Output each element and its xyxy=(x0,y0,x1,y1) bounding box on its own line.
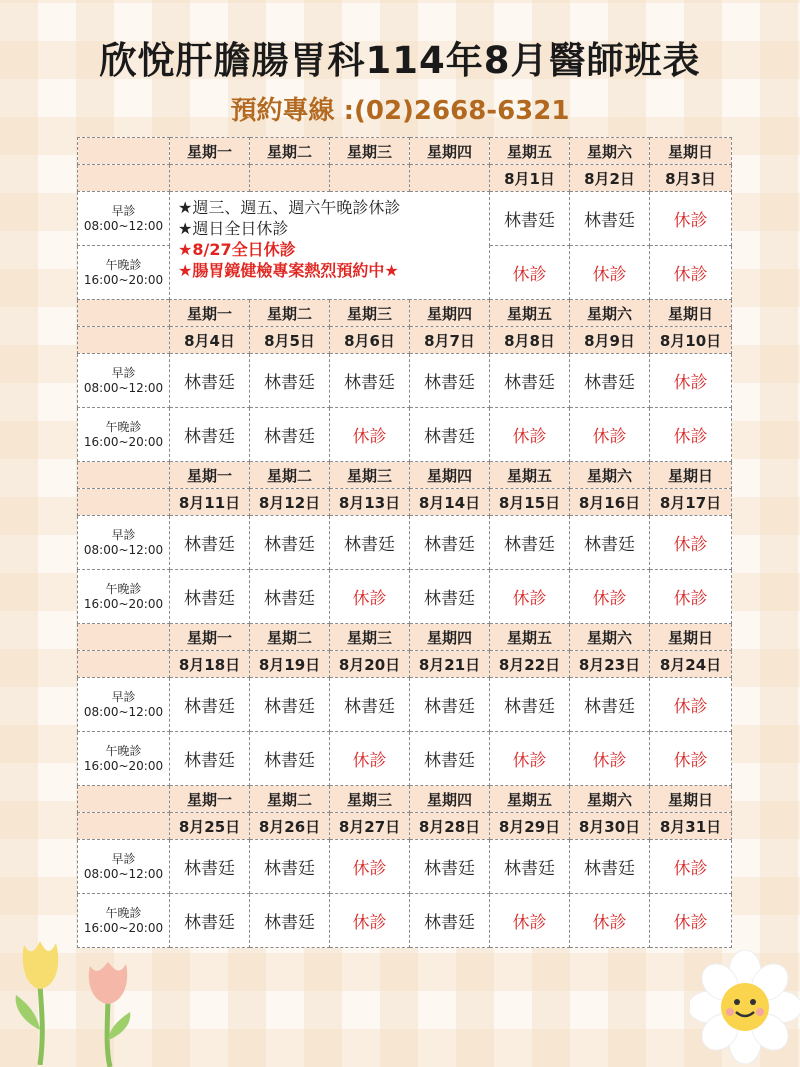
slot-name: 早診 xyxy=(111,527,136,542)
doctor-cell: 林書廷 xyxy=(250,408,330,462)
weekday-header-row xyxy=(78,300,732,327)
slot-name: 早診 xyxy=(111,203,136,218)
morning-slot-label xyxy=(78,354,170,408)
smiling-daisy-icon xyxy=(690,950,800,1067)
weekday-cell: 星期一 xyxy=(170,786,250,813)
closed-cell: 休診 xyxy=(490,894,570,948)
weekday-cell: 星期三 xyxy=(330,138,410,165)
doctor-cell: 林書廷 xyxy=(490,678,570,732)
doctor-cell: 林書廷 xyxy=(330,354,410,408)
evening-session-row xyxy=(78,570,732,624)
doctor-cell: 林書廷 xyxy=(250,732,330,786)
weekday-cell: 星期日 xyxy=(650,786,732,813)
date-cell: 8月4日 xyxy=(170,327,250,354)
date-row xyxy=(78,489,732,516)
weekday-cell: 星期三 xyxy=(330,462,410,489)
closed-cell: 休診 xyxy=(330,408,410,462)
corner-cell xyxy=(78,786,170,813)
doctor-cell: 林書廷 xyxy=(410,678,490,732)
slot-time: 16:00~20:00 xyxy=(83,272,164,287)
doctor-cell: 林書廷 xyxy=(170,408,250,462)
date-cell: 8月13日 xyxy=(330,489,410,516)
slot-time: 16:00~20:00 xyxy=(83,758,164,773)
notice-line: ★週三、週五、週六午晚診休診 xyxy=(178,198,401,217)
date-cell: 8月11日 xyxy=(170,489,250,516)
doctor-cell: 林書廷 xyxy=(170,678,250,732)
doctor-cell: 林書廷 xyxy=(410,732,490,786)
slot-name: 早診 xyxy=(111,689,136,704)
doctor-cell: 林書廷 xyxy=(410,516,490,570)
doctor-cell: 林書廷 xyxy=(330,516,410,570)
doctor-cell: 林書廷 xyxy=(170,354,250,408)
weekday-cell: 星期日 xyxy=(650,462,732,489)
closed-cell: 休診 xyxy=(650,570,732,624)
doctor-cell: 林書廷 xyxy=(490,840,570,894)
tulip-pink-icon xyxy=(80,960,140,1067)
slot-time: 08:00~12:00 xyxy=(83,380,164,395)
closed-cell: 休診 xyxy=(490,570,570,624)
date-cell: 8月18日 xyxy=(170,651,250,678)
schedule-table xyxy=(77,137,732,948)
corner-cell xyxy=(78,462,170,489)
weekday-cell: 星期五 xyxy=(490,300,570,327)
date-cell: 8月28日 xyxy=(410,813,490,840)
date-cell: 8月19日 xyxy=(250,651,330,678)
weekday-cell: 星期五 xyxy=(490,138,570,165)
notice-line: ★週日全日休診 xyxy=(178,219,289,238)
weekday-cell: 星期日 xyxy=(650,624,732,651)
evening-slot-label xyxy=(78,246,170,300)
date-row xyxy=(78,165,732,192)
evening-slot-label xyxy=(78,570,170,624)
weekday-cell: 星期三 xyxy=(330,786,410,813)
date-cell: 8月27日 xyxy=(330,813,410,840)
weekday-cell: 星期二 xyxy=(250,462,330,489)
slot-name: 午晚診 xyxy=(105,581,142,596)
weekday-cell: 星期二 xyxy=(250,300,330,327)
doctor-cell: 林書廷 xyxy=(170,840,250,894)
date-cell: 8月6日 xyxy=(330,327,410,354)
page-title: 欣悅肝膽腸胃科114年8月醫師班表 xyxy=(99,39,701,82)
date-cell xyxy=(250,165,330,192)
date-cell: 8月7日 xyxy=(410,327,490,354)
slot-name: 午晚診 xyxy=(105,257,142,272)
weekday-header-row xyxy=(78,462,732,489)
closed-cell: 休診 xyxy=(330,840,410,894)
date-cell: 8月10日 xyxy=(650,327,732,354)
weekday-cell: 星期五 xyxy=(490,786,570,813)
date-cell xyxy=(170,165,250,192)
closed-cell: 休診 xyxy=(650,354,732,408)
date-cell: 8月23日 xyxy=(570,651,650,678)
morning-slot-label xyxy=(78,678,170,732)
doctor-cell: 林書廷 xyxy=(410,408,490,462)
morning-session-row xyxy=(78,678,732,732)
date-cell: 8月15日 xyxy=(490,489,570,516)
closed-cell: 休診 xyxy=(650,840,732,894)
date-cell: 8月25日 xyxy=(170,813,250,840)
closed-cell: 休診 xyxy=(570,732,650,786)
weekday-header-row xyxy=(78,138,732,165)
corner-cell xyxy=(78,624,170,651)
doctor-cell: 林書廷 xyxy=(410,570,490,624)
doctor-cell: 林書廷 xyxy=(170,516,250,570)
corner-cell xyxy=(78,300,170,327)
evening-session-row xyxy=(78,894,732,948)
date-row xyxy=(78,651,732,678)
slot-time: 08:00~12:00 xyxy=(83,704,164,719)
booking-hotline: 預約專線 :(02)2668-6321 xyxy=(230,96,570,126)
doctor-cell: 林書廷 xyxy=(250,840,330,894)
doctor-cell: 林書廷 xyxy=(250,570,330,624)
date-cell: 8月16日 xyxy=(570,489,650,516)
slot-time: 08:00~12:00 xyxy=(83,542,164,557)
weekday-cell: 星期日 xyxy=(650,300,732,327)
weekday-cell: 星期四 xyxy=(410,786,490,813)
weekday-cell: 星期六 xyxy=(570,300,650,327)
slot-name: 午晚診 xyxy=(105,905,142,920)
closed-cell: 休診 xyxy=(650,192,732,246)
weekday-cell: 星期二 xyxy=(250,786,330,813)
closed-cell: 休診 xyxy=(650,246,732,300)
morning-session-row xyxy=(78,516,732,570)
date-row xyxy=(78,327,732,354)
weekday-cell: 星期四 xyxy=(410,300,490,327)
date-cell: 8月5日 xyxy=(250,327,330,354)
notice-box xyxy=(170,192,490,300)
doctor-cell: 林書廷 xyxy=(330,678,410,732)
slot-time: 16:00~20:00 xyxy=(83,920,164,935)
closed-cell: 休診 xyxy=(490,408,570,462)
corner-cell xyxy=(78,327,170,354)
evening-session-row xyxy=(78,732,732,786)
corner-cell xyxy=(78,165,170,192)
closed-cell: 休診 xyxy=(650,408,732,462)
date-cell: 8月29日 xyxy=(490,813,570,840)
doctor-cell: 林書廷 xyxy=(570,516,650,570)
doctor-cell: 林書廷 xyxy=(490,354,570,408)
date-cell: 8月9日 xyxy=(570,327,650,354)
morning-session-row xyxy=(78,354,732,408)
morning-slot-label xyxy=(78,840,170,894)
doctor-cell: 林書廷 xyxy=(410,894,490,948)
closed-cell: 休診 xyxy=(650,894,732,948)
closed-cell: 休診 xyxy=(570,408,650,462)
weekday-header-row xyxy=(78,786,732,813)
doctor-cell: 林書廷 xyxy=(570,678,650,732)
closed-cell: 休診 xyxy=(650,516,732,570)
doctor-cell: 林書廷 xyxy=(490,516,570,570)
date-cell: 8月20日 xyxy=(330,651,410,678)
weekday-cell: 星期六 xyxy=(570,462,650,489)
doctor-cell: 林書廷 xyxy=(570,354,650,408)
doctor-cell: 林書廷 xyxy=(570,192,650,246)
closed-cell: 休診 xyxy=(570,570,650,624)
weekday-cell: 星期日 xyxy=(650,138,732,165)
doctor-cell: 林書廷 xyxy=(170,894,250,948)
doctor-cell: 林書廷 xyxy=(250,354,330,408)
corner-cell xyxy=(78,813,170,840)
doctor-cell: 林書廷 xyxy=(250,678,330,732)
tulip-yellow-icon xyxy=(10,935,80,1065)
slot-name: 午晚診 xyxy=(105,419,142,434)
evening-slot-label xyxy=(78,408,170,462)
date-cell xyxy=(410,165,490,192)
slot-time: 08:00~12:00 xyxy=(83,866,164,881)
date-cell: 8月22日 xyxy=(490,651,570,678)
weekday-cell: 星期一 xyxy=(170,300,250,327)
corner-cell xyxy=(78,138,170,165)
date-cell: 8月8日 xyxy=(490,327,570,354)
weekday-cell: 星期一 xyxy=(170,138,250,165)
weekday-cell: 星期五 xyxy=(490,462,570,489)
date-cell: 8月2日 xyxy=(570,165,650,192)
weekday-cell: 星期四 xyxy=(410,462,490,489)
weekday-cell: 星期三 xyxy=(330,624,410,651)
date-cell: 8月24日 xyxy=(650,651,732,678)
doctor-cell: 林書廷 xyxy=(570,840,650,894)
closed-cell: 休診 xyxy=(490,732,570,786)
slot-name: 早診 xyxy=(111,851,136,866)
weekday-cell: 星期二 xyxy=(250,138,330,165)
weekday-cell: 星期六 xyxy=(570,138,650,165)
corner-cell xyxy=(78,489,170,516)
date-cell: 8月31日 xyxy=(650,813,732,840)
date-row xyxy=(78,813,732,840)
date-cell: 8月17日 xyxy=(650,489,732,516)
weekday-cell: 星期一 xyxy=(170,624,250,651)
doctor-cell: 林書廷 xyxy=(410,840,490,894)
slot-time: 08:00~12:00 xyxy=(83,218,164,233)
closed-cell: 休診 xyxy=(330,732,410,786)
date-cell: 8月21日 xyxy=(410,651,490,678)
notice-line: ★腸胃鏡健檢專案熱烈預約中★ xyxy=(178,261,399,280)
date-cell xyxy=(330,165,410,192)
weekday-cell: 星期六 xyxy=(570,624,650,651)
weekday-cell: 星期四 xyxy=(410,138,490,165)
date-cell: 8月14日 xyxy=(410,489,490,516)
morning-slot-label xyxy=(78,516,170,570)
slot-name: 午晚診 xyxy=(105,743,142,758)
slot-time: 16:00~20:00 xyxy=(83,434,164,449)
weekday-cell: 星期三 xyxy=(330,300,410,327)
morning-session-row xyxy=(78,192,732,246)
weekday-cell: 星期四 xyxy=(410,624,490,651)
doctor-cell: 林書廷 xyxy=(250,894,330,948)
closed-cell: 休診 xyxy=(490,246,570,300)
doctor-cell: 林書廷 xyxy=(410,354,490,408)
closed-cell: 休診 xyxy=(330,894,410,948)
evening-slot-label xyxy=(78,894,170,948)
date-cell: 8月3日 xyxy=(650,165,732,192)
morning-slot-label xyxy=(78,192,170,246)
date-cell: 8月12日 xyxy=(250,489,330,516)
date-cell: 8月26日 xyxy=(250,813,330,840)
closed-cell: 休診 xyxy=(570,246,650,300)
date-cell: 8月1日 xyxy=(490,165,570,192)
weekday-cell: 星期二 xyxy=(250,624,330,651)
doctor-cell: 林書廷 xyxy=(490,192,570,246)
morning-session-row xyxy=(78,840,732,894)
closed-cell: 休診 xyxy=(650,732,732,786)
notice-line: ★8/27全日休診 xyxy=(178,240,296,259)
doctor-cell: 林書廷 xyxy=(170,570,250,624)
closed-cell: 休診 xyxy=(650,678,732,732)
closed-cell: 休診 xyxy=(330,570,410,624)
date-cell: 8月30日 xyxy=(570,813,650,840)
corner-cell xyxy=(78,651,170,678)
closed-cell: 休診 xyxy=(570,894,650,948)
evening-session-row xyxy=(78,408,732,462)
weekday-cell: 星期五 xyxy=(490,624,570,651)
weekday-cell: 星期六 xyxy=(570,786,650,813)
weekday-header-row xyxy=(78,624,732,651)
doctor-cell: 林書廷 xyxy=(250,516,330,570)
doctor-cell: 林書廷 xyxy=(170,732,250,786)
slot-time: 16:00~20:00 xyxy=(83,596,164,611)
weekday-cell: 星期一 xyxy=(170,462,250,489)
evening-slot-label xyxy=(78,732,170,786)
slot-name: 早診 xyxy=(111,365,136,380)
